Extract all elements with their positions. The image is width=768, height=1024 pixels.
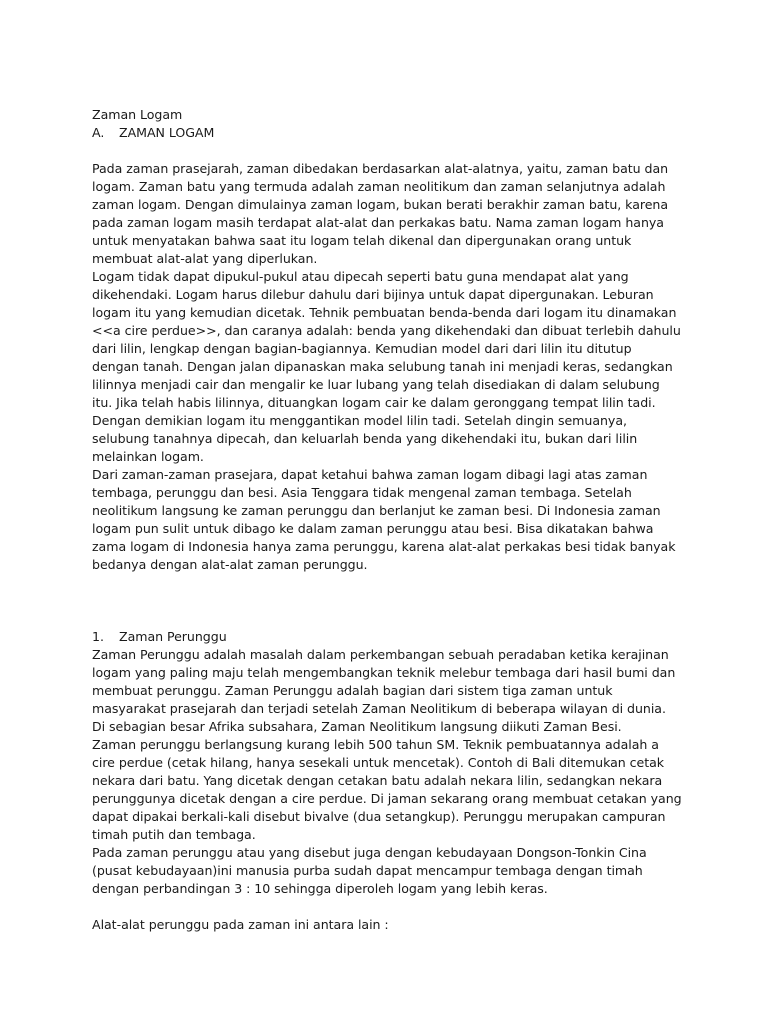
text-line: logam pun sulit untuk dibago ke dalam zaman perunggu atau besi. Bisa dikatakan bahwa [92,521,654,536]
paragraph-2 [92,268,682,466]
text-line: masyarakat prasejarah dan terjadi setelah Zaman Neolitikum di beberapa wilayan di dunia. [92,701,666,716]
text-line: timah putih dan tembaga. [92,827,256,842]
text-line: pada zaman logam masih terdapat alat-alat dan perkakas batu. Nama zaman logam hanya [92,215,664,230]
text-line: Dengan demikian logam itu menggantikan model lilin tadi. Setelah dingin semuanya, [92,413,627,428]
text-line: dapat dipakai berkali-kali disebut bivalve (dua setangkup). Perunggu merupakan campuran [92,809,666,824]
text-line: itu. Jika telah habis lilinnya, dituangkan logam cair ke dalam geronggang tempat lilin tadi. [92,395,656,410]
text-line: Logam tidak dapat dipukul-pukul atau dipecah seperti batu guna mendapat alat yang [92,269,629,284]
text-line: zaman logam. Dengan dimulainya zaman logam, bukan berati berakhir zaman batu, karena [92,197,669,212]
text-line: perunggunya dicetak dengan a cire perdue. Di jaman sekarang orang membuat cetakan yang [92,791,682,806]
paragraph-6 [92,844,682,898]
text-line: neolitikum langsung ke zaman perunggu dan berlanjut ke zaman besi. Di Indonesia zaman [92,503,661,518]
text-line: Di sebagian besar Afrika subsahara, Zaman Neolitikum langsung diikuti Zaman Besi. [92,719,622,734]
section-a-heading [92,124,682,142]
paragraph-1 [92,160,682,268]
text-line: Zaman Perunggu adalah masalah dalam perkembangan sebuah peradaban ketika kerajinan [92,647,669,662]
paragraph-4 [92,646,682,736]
section-a-number: A. [92,125,105,140]
section-1-title: Zaman Perunggu [119,629,227,644]
paragraph-5 [92,736,682,844]
text-line: logam yang paling maju telah mengembangkan teknik melebur tembaga dari hasil bumi dan [92,665,676,680]
document-page [92,106,682,934]
text-line: tembaga, perunggu dan besi. Asia Tenggara tidak mengenal zaman tembaga. Setelah [92,485,632,500]
text-line: dengan tanah. Dengan jalan dipanaskan maka selubung tanah ini menjadi keras, sedangkan [92,359,673,374]
paragraph-3 [92,466,682,574]
text-line: lilinnya menjadi cair dan mengalir ke luar lubang yang telah disediakan di dalam selubung [92,377,660,392]
text-line: dengan perbandingan 3 : 10 sehingga diperoleh logam yang lebih keras. [92,881,548,896]
text-line: selubung tanahnya dipecah, dan keluarlah benda yang dikehendaki itu, bukan dari lilin [92,431,638,446]
text-line: zama logam di Indonesia hanya zama perunggu, karena alat-alat perkakas besi tidak banyak [92,539,676,554]
text-line: logam itu yang kemudian dicetak. Tehnik pembuatan benda-benda dari logam itu dinamakan [92,305,677,320]
document-title: Zaman Logam [92,107,183,122]
section-1-heading [92,628,682,646]
paragraph-7 [92,916,682,934]
text-line: dikehendaki. Logam harus dilebur dahulu dari bijinya untuk dapat dipergunakan. Leburan [92,287,654,302]
section-a-title: ZAMAN LOGAM [119,125,215,140]
section-1-number: 1. [92,629,104,644]
text-line: Zaman perunggu berlangsung kurang lebih 500 tahun SM. Teknik pembuatannya adalah a [92,737,659,752]
text-line: untuk menyatakan bahwa saat itu logam telah dikenal dan dipergunakan orang untuk [92,233,632,248]
text-line: melainkan logam. [92,449,204,464]
text-line: bedanya dengan alat-alat zaman perunggu. [92,557,368,572]
text-line: Pada zaman prasejarah, zaman dibedakan berdasarkan alat-alatnya, yaitu, zaman batu dan [92,161,669,176]
text-line: dari lilin, lengkap dengan bagian-bagiannya. Kemudian model dari dari lilin itu ditutup [92,341,632,356]
text-line: membuat alat-alat yang diperlukan. [92,251,318,266]
text-line: Pada zaman perunggu atau yang disebut juga dengan kebudayaan Dongson-Tonkin Cina [92,845,647,860]
text-line: <<a cire perdue>>, dan caranya adalah: benda yang dikehendaki dan dibuat terlebih dahulu [92,323,681,338]
text-line: Alat-alat perunggu pada zaman ini antara lain : [92,917,389,932]
text-line: (pusat kebudayaan)ini manusia purba sudah dapat mencampur tembaga dengan timah [92,863,643,878]
text-line: logam. Zaman batu yang termuda adalah zaman neolitikum dan zaman selanjutnya adalah [92,179,666,194]
text-line: cire perdue (cetak hilang, hanya sesekali untuk mencetak). Contoh di Bali ditemukan cetak [92,755,665,770]
text-line: membuat perunggu. Zaman Perunggu adalah bagian dari sistem tiga zaman untuk [92,683,613,698]
text-line: nekara dari batu. Yang dicetak dengan cetakan batu adalah nekara lilin, sedangkan nekara [92,773,663,788]
text-line: Dari zaman-zaman prasejara, dapat ketahui bahwa zaman logam dibagi lagi atas zaman [92,467,648,482]
